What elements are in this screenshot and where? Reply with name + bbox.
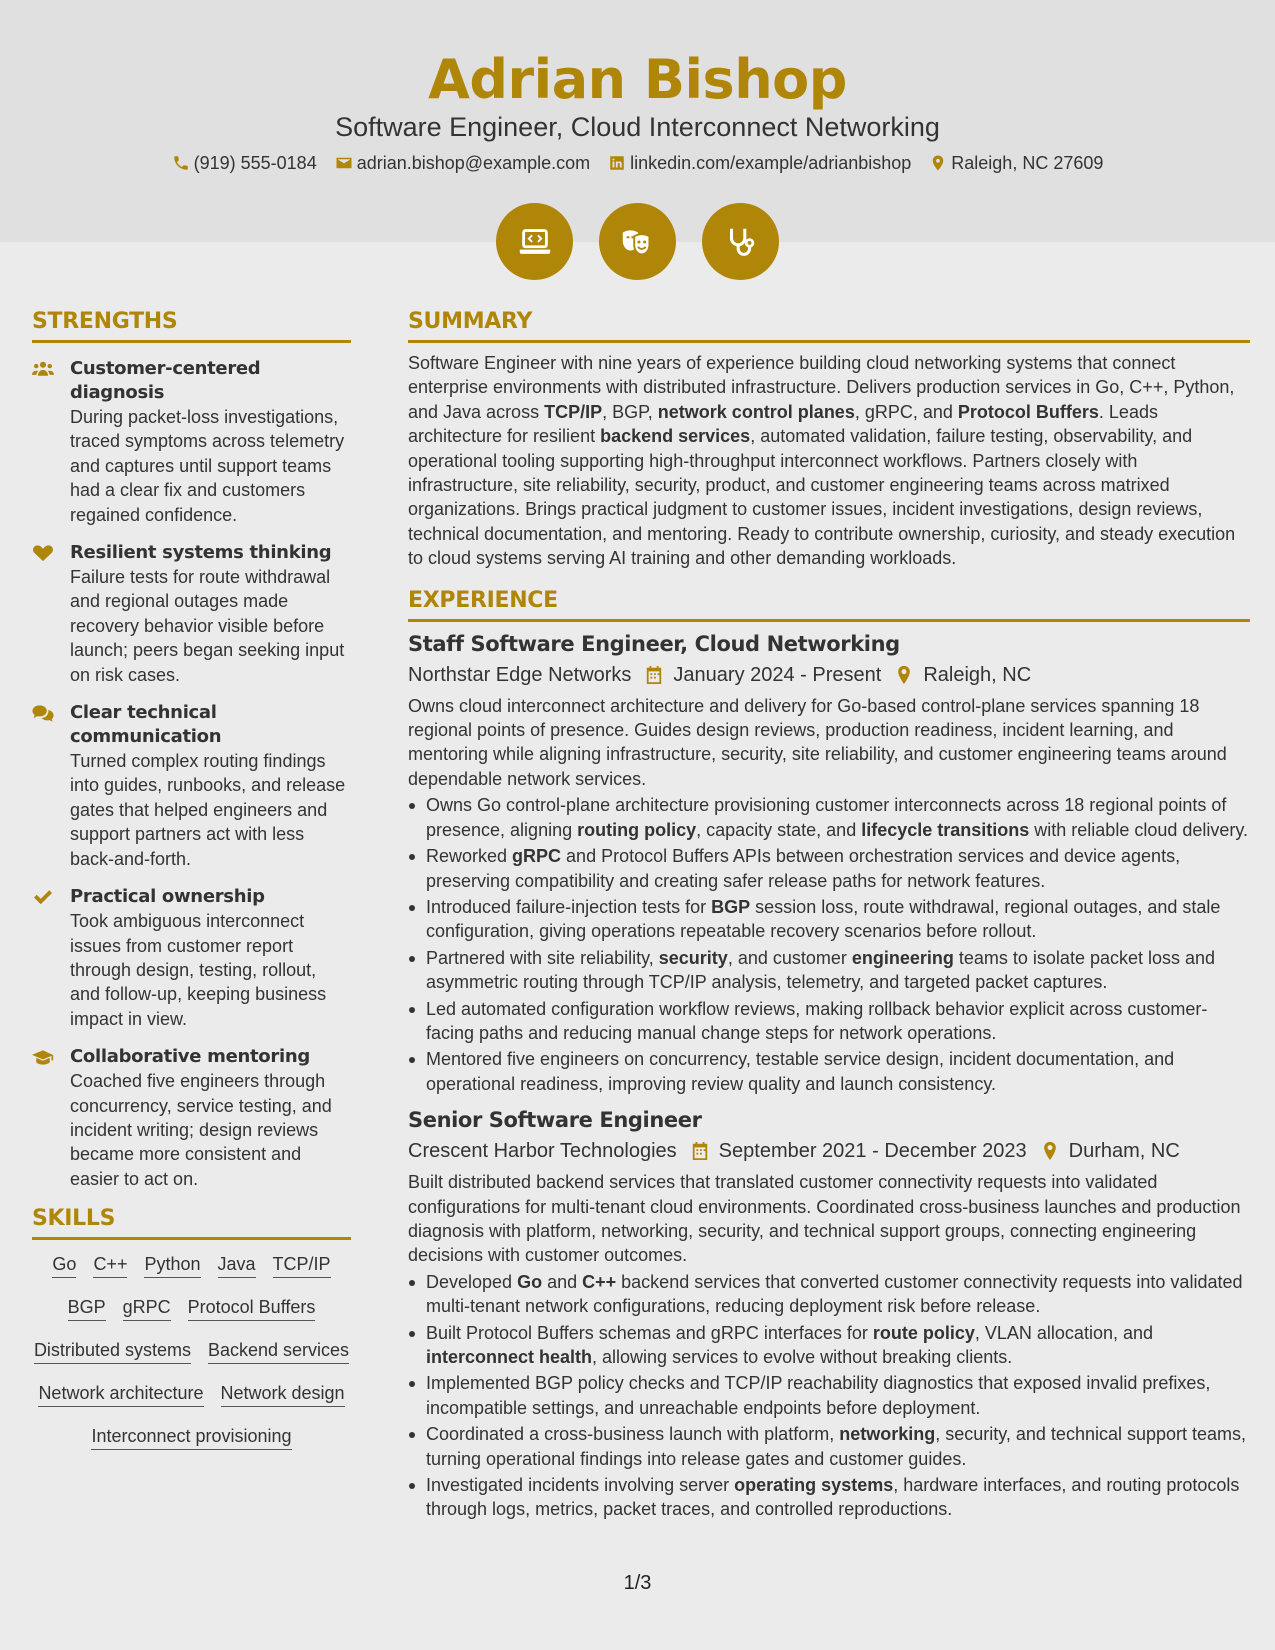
job-bullets [408,1270,1250,1522]
map-pin-icon [1041,1141,1059,1161]
map-pin-icon [929,154,947,172]
right-column [408,308,1250,1524]
calendar-icon [691,1141,709,1161]
page-number: 1/3 [623,1572,652,1594]
experience-heading: EXPERIENCE [408,587,1250,622]
list-item: Partnered with site reliability, security, and customer engineering teams to isolate packet loss and asymmetric routing through TCP/IP analysis, telemetry, and targeted packet captures. [408,946,1250,995]
list-item: Owns Go control-plane architecture provisioning customer interconnects across 18 regional points of presence, aligning routing policy, capacity state, and lifecycle transitions with reliable cloud delivery. [408,793,1250,842]
strength-description: Turned complex routing findings into guides, runbooks, and release gates that helped engineers and support partners act with less back-and-forth. [70,751,346,869]
skill-tag: C++ [93,1252,127,1278]
job-dates: January 2024 - Present [673,663,882,686]
contact-bar [0,151,1275,175]
strength-item [32,541,351,687]
list-item: Investigated incidents involving server operating systems, hardware interfaces, and routing protocols through logs, metrics, packet traces, and controlled reproductions. [408,1473,1250,1522]
skill-tag: Distributed systems [34,1338,191,1364]
skill-tag: Protocol Buffers [188,1295,316,1321]
skill-tag: Java [218,1252,256,1278]
strength-item [32,885,351,1031]
envelope-icon [335,154,353,172]
strength-title: Collaborative mentoring [70,1046,310,1068]
list-item: Implemented BGP policy checks and TCP/IP reachability diagnostics that exposed invalid prefixes, incompatible settings, and unreachable endpoints before deployment. [408,1371,1250,1420]
strength-description: Coached five engineers through concurrency, service testing, and incident writing; design reviews became more consistent and easier to act on. [70,1071,332,1189]
phone-icon [172,154,190,172]
job-company: Crescent Harbor Technologies [408,1140,677,1163]
skill-tag: BGP [68,1295,106,1321]
check-icon [32,888,54,906]
location-text: Raleigh, NC 27609 [951,153,1104,173]
skill-tag: Python [144,1252,200,1278]
strength-item [32,701,351,871]
heart-icon [32,544,54,562]
list-item: Developed Go and C++ backend services that converted customer connectivity requests into validated multi-tenant network configurations, reducing deployment risk before release. [408,1270,1250,1319]
calendar-icon [645,665,663,685]
job-description: Owns cloud interconnect architecture and delivery for Go-based control-plane services spanning 18 regional points of presence. Guides design reviews, production readiness, incident learning, and mentoring while aligning infrastructure, security, site reliability, and customer engineering teams around dependable network services. [408,695,1227,789]
skill-tag: TCP/IP [273,1252,331,1278]
job-title: Staff Software Engineer, Cloud Networking [408,631,900,656]
contact-phone[interactable] [172,151,317,175]
map-pin-icon [895,665,913,685]
strength-item [32,357,351,527]
job-location: Raleigh, NC [923,663,1032,686]
summary-heading: SUMMARY [408,308,1250,343]
list-item: Built Protocol Buffers schemas and gRPC interfaces for route policy, VLAN allocation, and interconnect health, allowing services to evolve without breaking clients. [408,1321,1250,1370]
contact-email[interactable] [335,151,590,175]
job-dates: September 2021 - December 2023 [718,1140,1027,1163]
job-bullets [408,793,1250,1096]
list-item: Led automated configuration workflow reviews, making rollback behavior explicit across customer-facing paths and reducing manual change steps for network operations. [408,997,1250,1046]
list-item: Coordinated a cross-business launch with platform, networking, security, and technical support teams, turning operational findings into release gates and customer guides. [408,1422,1250,1471]
skills-heading: SKILLS [32,1205,351,1240]
strength-title: Customer-centered diagnosis [70,358,261,403]
skill-tag: Interconnect provisioning [91,1424,291,1450]
strength-description: Took ambiguous interconnect issues from customer report through design, testing, rollout, and follow-up, keeping business impact in view. [70,911,327,1029]
graduation-cap-icon [32,1048,54,1066]
job-entry [408,630,1250,1097]
strength-title: Resilient systems thinking [70,542,332,564]
phone-text: (919) 555-0184 [193,153,317,173]
job-description: Built distributed backend services that translated customer connectivity requests into validated configurations for multi-tenant cloud environments. Coordinated cross-business launches and production diagnosis with platform, networking, security, and technical support groups, connecting engineering decisions with customer outcomes. [408,1172,1241,1266]
job-location: Durham, NC [1068,1140,1180,1163]
skill-tag: Network architecture [38,1381,203,1407]
list-item: Reworked gRPC and Protocol Buffers APIs between orchestration services and device agents, preserving compatibility and creating safer release paths for network features. [408,844,1250,893]
interest-icons [0,203,1275,280]
strength-item [32,1045,351,1191]
strengths-list [32,357,351,1191]
strength-title: Practical ownership [70,886,265,908]
job-meta [408,1136,1250,1166]
comments-icon [32,704,54,722]
theater-masks-icon [599,203,676,280]
strengths-heading: STRENGTHS [32,308,351,343]
contact-linkedin[interactable] [608,151,911,175]
strength-description: During packet-loss investigations, traced symptoms across telemetry and captures until support teams had a clear fix and customers regained confidence. [70,407,345,525]
users-icon [32,360,54,378]
skill-tag: Go [52,1252,76,1278]
job-entry [408,1106,1250,1522]
skill-tag: Network design [221,1381,345,1407]
laptop-code-icon [496,203,573,280]
list-item: Mentored five engineers on concurrency, testable service design, incident documentation, and operational readiness, improving review quality and launch consistency. [408,1047,1250,1096]
summary-text: Software Engineer with nine years of experience building cloud networking systems that connect enterprise environments with distributed infrastructure. Delivers production services in Go, C++, Python, and Java across TCP/IP, BGP, network control planes, gRPC, and Protocol Buffers. Leads architecture for resilient backend services, automated validation, failure testing, observability, and operational tooling supporting high-throughput interconnect workflows. Partners closely with infrastructure, site reliability, security, product, and customer engineering teams across matrixed organizations. Brings practical judgment to customer issues, incident investigations, design reviews, technical documentation, and mentoring. Ready to contribute ownership, curiosity, and steady execution to cloud systems serving AI training and other demanding workloads. [408,353,1236,569]
skills-list [32,1252,351,1450]
job-meta [408,660,1250,690]
linkedin-icon [608,154,626,172]
skill-tag: Backend services [208,1338,349,1364]
candidate-headline: Software Engineer, Cloud Interconnect Networking [335,112,940,142]
linkedin-text: linkedin.com/example/adrianbishop [630,153,912,173]
left-column [32,308,351,1450]
strength-description: Failure tests for route withdrawal and regional outages made recovery behavior visible before launch; peers began seeking input on risk cases. [70,567,345,685]
strength-title: Clear technical communication [70,702,222,748]
skill-tag: gRPC [123,1295,171,1321]
job-title: Senior Software Engineer [408,1108,702,1133]
email-text: adrian.bishop@example.com [356,153,591,173]
contact-location [929,151,1103,175]
list-item: Introduced failure-injection tests for BGP session loss, route withdrawal, regional outages, and stale configuration, giving operations repeatable recovery scenarios before rollout. [408,895,1250,944]
job-company: Northstar Edge Networks [408,663,632,686]
candidate-name: Adrian Bishop [428,48,847,111]
stethoscope-icon [702,203,779,280]
